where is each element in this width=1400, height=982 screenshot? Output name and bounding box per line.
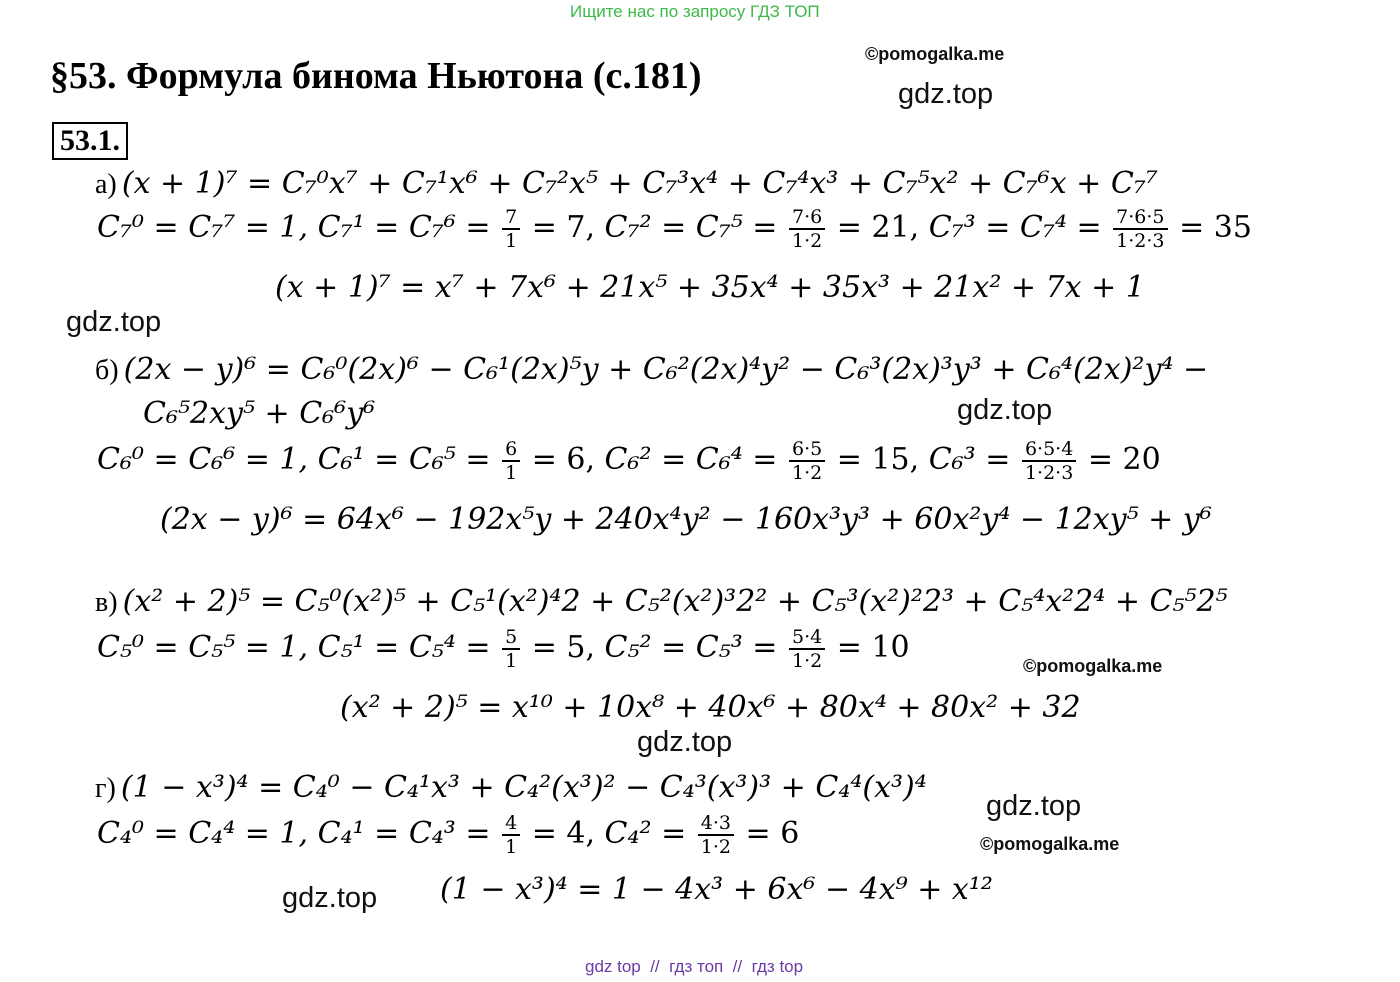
fraction-numerator: 6·5·4 [1022, 438, 1076, 462]
part-a-expansion-line [95, 166, 1158, 201]
fraction [698, 812, 734, 858]
coef-result: = 7, [531, 210, 595, 245]
coef-result: = 35 [1179, 210, 1252, 245]
fraction-numerator: 4·3 [698, 812, 734, 836]
fraction-denominator: 1·2 [700, 836, 731, 858]
part-v-expansion-line [95, 584, 1228, 619]
part-g-label: г) [95, 773, 116, 804]
watermark-pomogalka: ©pomogalka.me [865, 44, 1005, 64]
coef-result: = 4, [531, 816, 595, 851]
fraction-denominator: 1 [505, 462, 518, 484]
coef-text: C₅¹ = C₅⁴ = [317, 630, 491, 665]
coef-text: C₄² = [604, 816, 687, 851]
part-g-result: (1 − x³)⁴ = 1 − 4x³ + 6x⁶ − 4x⁹ + x¹² [440, 872, 993, 907]
coef-result: = 10 [836, 630, 910, 665]
watermark-gdz: gdz.top [282, 882, 378, 914]
coef-text: C₆¹ = C₆⁵ = [317, 442, 491, 477]
watermark-gdz: gdz.top [986, 790, 1082, 822]
part-b-expansion-1: (2x − y)⁶ = C₆⁰(2x)⁶ − C₆¹(2x)⁵y + C₆²(2x)⁴y² − C₆³(2x)³y³ + C₆⁴(2x)²y⁴ − [123, 352, 1209, 387]
coef-result: = 6, [531, 442, 595, 477]
part-a-label: а) [95, 169, 117, 200]
part-g-coefficients [97, 812, 799, 858]
fraction [1022, 438, 1076, 484]
part-a-coefficients [97, 206, 1252, 252]
watermark-gdz: gdz.top [637, 726, 733, 758]
coef-text: C₆² = C₆⁴ = [604, 442, 778, 477]
fraction-denominator: 1·2 [792, 230, 823, 252]
part-b-coefficients [97, 438, 1161, 484]
coef-text: C₇⁰ = C₇⁷ = 1, [97, 210, 309, 245]
part-b-expansion-2: C₆⁵2xy⁵ + C₆⁶y⁶ [143, 396, 376, 431]
coef-result: = 20 [1087, 442, 1161, 477]
fraction [502, 626, 520, 672]
part-v-label: в) [95, 587, 118, 618]
watermark-gdz: gdz.top [957, 394, 1053, 426]
coef-text: C₄⁰ = C₄⁴ = 1, [97, 816, 309, 851]
coef-text: C₇¹ = C₇⁶ = [317, 210, 491, 245]
fraction-numerator: 4 [502, 812, 520, 836]
fraction [502, 438, 520, 484]
part-g-expansion-line [95, 770, 927, 805]
part-a-result: (x + 1)⁷ = x⁷ + 7x⁶ + 21x⁵ + 35x⁴ + 35x³ + 21x² + 7x + 1 [275, 270, 1145, 305]
coef-result: = 15, [836, 442, 920, 477]
fraction [789, 438, 825, 484]
fraction-denominator: 1 [505, 650, 518, 672]
coef-text: C₄¹ = C₄³ = [317, 816, 491, 851]
fraction-numerator: 6 [502, 438, 520, 462]
page-title: §53. Формула бинома Ньютона (с.181) [50, 55, 702, 97]
watermark-pomogalka: ©pomogalka.me [1023, 656, 1163, 676]
coef-result: = 6 [745, 816, 800, 851]
coef-result: = 21, [836, 210, 920, 245]
coef-text: C₇² = C₇⁵ = [604, 210, 778, 245]
fraction-denominator: 1 [505, 230, 518, 252]
fraction-numerator: 7·6·5 [1113, 206, 1167, 230]
watermark-pomogalka: ©pomogalka.me [980, 834, 1120, 854]
footer-links[interactable]: gdz top // гдз топ // гдз top [585, 957, 804, 976]
exercise-number: 53.1. [52, 122, 128, 160]
coef-text: C₅⁰ = C₅⁵ = 1, [97, 630, 309, 665]
fraction [502, 206, 520, 252]
watermark-gdz: gdz.top [66, 306, 162, 338]
part-b-result: (2x − y)⁶ = 64x⁶ − 192x⁵y + 240x⁴y² − 160x³y³ + 60x²y⁴ − 12xy⁵ + y⁶ [160, 502, 1212, 537]
part-a-expansion: (x + 1)⁷ = C₇⁰x⁷ + C₇¹x⁶ + C₇²x⁵ + C₇³x⁴ + C₇⁴x³ + C₇⁵x² + C₇⁶x + C₇⁷ [121, 166, 1158, 201]
fraction-denominator: 1 [505, 836, 518, 858]
coef-text: C₆⁰ = C₆⁶ = 1, [97, 442, 309, 477]
part-v-expansion: (x² + 2)⁵ = C₅⁰(x²)⁵ + C₅¹(x²)⁴2 + C₅²(x²)³2² + C₅³(x²)²2³ + C₅⁴x²2⁴ + C₅⁵2⁵ [122, 584, 1228, 619]
part-b-label: б) [95, 355, 119, 386]
part-b-expansion-line [95, 352, 1208, 387]
part-v-coefficients [97, 626, 910, 672]
watermark-gdz: gdz.top [898, 78, 994, 110]
fraction [502, 812, 520, 858]
coef-text: C₇³ = C₇⁴ = [928, 210, 1102, 245]
fraction-denominator: 1·2 [792, 462, 823, 484]
coef-text: C₆³ = [928, 442, 1011, 477]
fraction [1113, 206, 1167, 252]
fraction-numerator: 7 [502, 206, 520, 230]
fraction-denominator: 1·2 [792, 650, 823, 672]
fraction-numerator: 5 [502, 626, 520, 650]
top-banner: Ищите нас по запросу ГДЗ ТОП [570, 2, 820, 21]
fraction-denominator: 1·2·3 [1116, 230, 1165, 252]
part-g-expansion: (1 − x³)⁴ = C₄⁰ − C₄¹x³ + C₄²(x³)² − C₄³(x³)³ + C₄⁴(x³)⁴ [120, 770, 927, 805]
fraction-denominator: 1·2·3 [1024, 462, 1074, 484]
fraction-numerator: 5·4 [789, 626, 825, 650]
fraction-numerator: 7·6 [789, 206, 825, 230]
fraction-numerator: 6·5 [789, 438, 825, 462]
fraction [789, 206, 825, 252]
coef-result: = 5, [531, 630, 595, 665]
part-v-result: (x² + 2)⁵ = x¹⁰ + 10x⁸ + 40x⁶ + 80x⁴ + 80x² + 32 [340, 690, 1081, 725]
fraction [789, 626, 825, 672]
coef-text: C₅² = C₅³ = [604, 630, 778, 665]
